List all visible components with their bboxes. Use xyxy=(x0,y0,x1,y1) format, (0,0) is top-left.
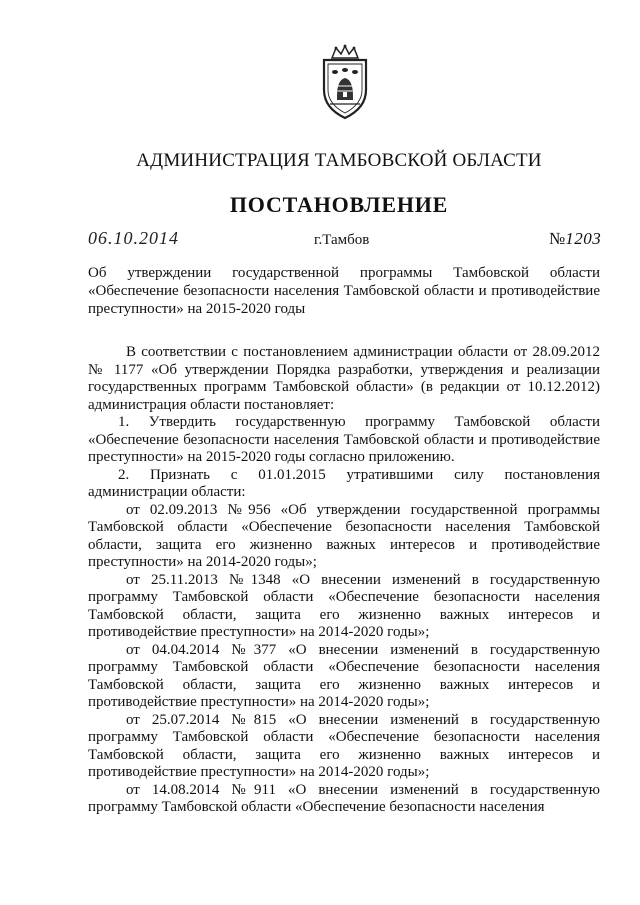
paragraph-item-2: 2. Признать с 01.01.2015 утратившими силу постановления администрации области: xyxy=(88,466,600,500)
document-type-title: ПОСТАНОВЛЕНИЕ xyxy=(229,192,449,217)
document-date: 06.10.2014 xyxy=(88,228,179,248)
paragraph-preamble: В соответствии с постановлением администрации области от 28.09.2012 № 1177 «Об утверждении Порядка разработки, утверждения и реализации государственных программ Тамбовской области» (в редакции от 10.12.2012) администрация области постановляет: xyxy=(88,344,600,413)
document-city: г.Тамбов xyxy=(314,232,370,248)
paragraph-item-1: 1. Утвердить государственную программу Тамбовской области «Обеспечение безопасности населения Тамбовской области и противодействие преступности» на 2015-2020 годы согласно приложению. xyxy=(88,414,600,465)
document-number xyxy=(549,229,601,249)
paragraph-revoked-3: от 04.04.2014 №377 «О внесении изменений в государственную программу Тамбовской области «Обеспечение безопасности населения Тамбовской области, защита его жизненно важных интересов и противодействие преступности» на 2014-2020 годы»; xyxy=(88,641,600,710)
paragraph-revoked-4: от 25.07.2014 №815 «О внесении изменений в государственную программу Тамбовской области «Обеспечение безопасности населения Тамбовской области, защита его жизненно важных интересов и противодействие преступности» на 2014-2020 годы»; xyxy=(88,711,600,780)
document-subject xyxy=(88,264,600,318)
paragraph-revoked-1: от 02.09.2013 №956 «Об утверждении государственной программы Тамбовской области «Обеспечение безопасности населения Тамбовской области, защита его жизненно важных интересов и противодействие преступности» на 2014-2020 годы»; xyxy=(88,501,600,570)
paragraph-revoked-5: от 14.08.2014 №911 «О внесении изменений в государственную программу Тамбовской области «Обеспечение безопасности населения xyxy=(88,781,600,815)
document-body xyxy=(88,344,600,817)
subject-text: Об утверждении государственной программы Тамбовской области «Обеспечение безопасности населения Тамбовской области и противодействие преступности» на 2015-2020 годы xyxy=(88,265,600,317)
number-value: 1203 xyxy=(565,229,602,248)
number-sign: № xyxy=(549,229,566,248)
organization-name: АДМИНИСТРАЦИЯ ТАМБОВСКОЙ ОБЛАСТИ xyxy=(136,150,542,171)
paragraph-revoked-2: от 25.11.2013 №1348 «О внесении изменений в государственную программу Тамбовской области «Обеспечение безопасности населения Тамбовской области, защита его жизненно важных интересов и противодействие преступности» на 2014-2020 годы»; xyxy=(88,571,600,640)
coat-of-arms-icon xyxy=(318,44,372,120)
